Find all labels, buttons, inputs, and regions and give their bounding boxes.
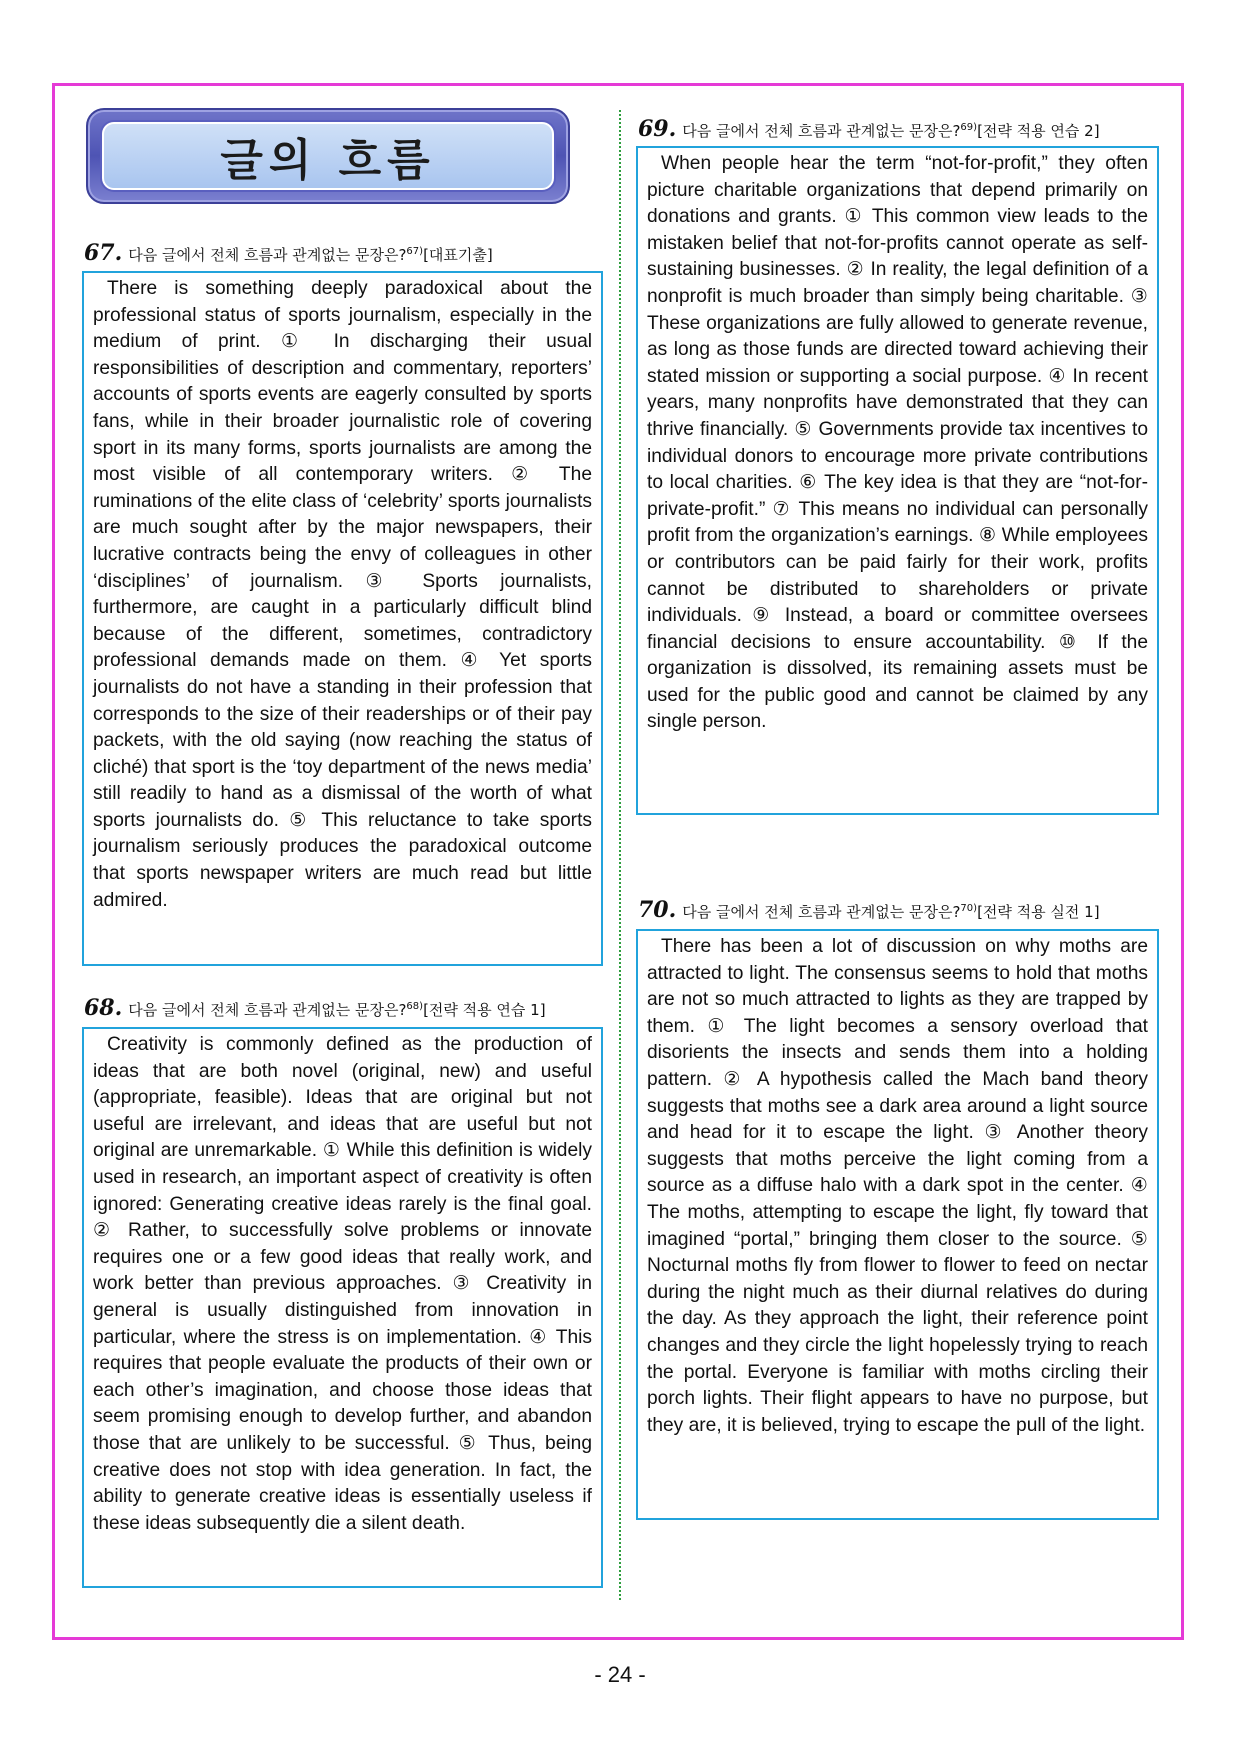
question-tag: [대표기출] <box>423 246 493 264</box>
question-ref: 67) <box>406 246 424 257</box>
question-69-header <box>638 116 1100 142</box>
question-70-passage: There has been a lot of discussion on why moths are attracted to light. The consensus seems to hold that moths are not so much attracted to lights as they are trapped by them. ① The light becomes a sensory overload that disorients the insects and sends them into a holding pattern. ② A hypothesis called the Mach band theory suggests that moths see a dark area around a light source and head for it to escape the light. ③ Another theory suggests that moths perceive the light coming from a source as a diffuse halo with a dark spot in the center. ④ The moths, attempting to escape the light, fly toward that imagined “portal,” bringing them closer to the source. ⑤ Nocturnal moths fly from flower to flower to feed on nectar during the night much as their diurnal relatives do during the day. As they approach the light, their reference point changes and they circle the light hopelessly trying to reach the portal. Everyone is familiar with moths circling their porch lights. Their flight appears to have no purpose, but they are, it is believed, trying to escape the pull of the light. <box>647 936 1148 1436</box>
question-tag: [전략 적용 연습 2] <box>977 122 1100 140</box>
question-70-passage-box <box>636 929 1159 1520</box>
section-title: 글의 흐름 <box>220 135 436 186</box>
question-69-passage: When people hear the term “not-for-profit,” they often picture charitable organizations that depend primarily on donations and grants. ① This common view leads to the mistaken belief that not-for-profits cannot operate as self-sustaining businesses. ② In reality, the legal definition of a nonprofit is much broader than simply being charitable. ③ These organizations are fully allowed to generate revenue, as long as those funds are directed toward achieving their stated mission or supporting a social purpose. ④ In recent years, many nonprofits have demonstrated that they can thrive financially. ⑤ Governments provide tax incentives to individual donors to encourage more private contributions to local charities. ⑥ The key idea is that they are “not-for-private-profit.” ⑦ This means no individual can personally profit from the organization’s earnings. ⑧ While employees or contributors can be paid fairly for their work, profits cannot be distributed to shareholders or private individuals. ⑨ Instead, a board or committee oversees financial decisions to ensure accountability. ⑩ If the organization is dissolved, its remaining assets must be used for the public good and cannot be claimed by any single person. <box>647 153 1148 733</box>
page-number: - 24 - <box>594 1662 646 1687</box>
question-ref: 68) <box>406 1001 424 1012</box>
question-prompt: 다음 글에서 전체 흐름과 관계없는 문장은? <box>128 246 407 264</box>
question-number: 68. <box>84 995 123 1021</box>
question-number: 69. <box>638 116 677 142</box>
question-tag: [전략 적용 실전 1] <box>977 903 1100 921</box>
question-68-header <box>84 995 546 1021</box>
section-title-banner <box>86 108 570 204</box>
question-67-passage-box <box>82 271 603 966</box>
question-prompt: 다음 글에서 전체 흐름과 관계없는 문장은? <box>128 1001 407 1019</box>
question-67-passage: There is something deeply paradoxical about the professional status of sports journalism, especially in the medium of print. ① In discharging their usual responsibilities of description and commentary, reporters’ accounts of sports events are eagerly consulted by sports fans, while in their broader journalistic role of covering sport in its many forms, sports journalists are among the most visible of all contemporary writers. ② The ruminations of the elite class of ‘celebrity’ sports journalists are much sought after by the major newspapers, their lucrative contracts being the envy of colleagues in other ‘disciplines’ of journalism. ③ Sports journalists, furthermore, are caught in a particularly difficult blind because of the different, sometimes, contradictory professional demands made on them. ④ Yet sports journalists do not have a standing in their profession that corresponds to the size of their readerships or of their pay packets, with the old saying (now reaching the status of cliché) that sport is the ‘toy department of the news media’ still readily to hand as a dismissal of the worth of what sports journalists do. ⑤ This reluctance to take sports journalism seriously produces the paradoxical outcome that sports newspaper writers are much read but little admired. <box>93 278 592 911</box>
question-69-passage-box <box>636 146 1159 815</box>
question-68-passage: Creativity is commonly defined as the production of ideas that are both novel (original, new) and useful (appropriate, feasible). Ideas that are original but not useful are irrelevant, and ideas that are useful but not original are unremarkable. ① While this definition is widely used in research, an important aspect of creativity is often ignored: Generating creative ideas rarely is the final goal. ② Rather, to successfully solve problems or innovate requires one or a few good ideas that really work, and work better than previous approaches. ③ Creativity in general is usually distinguished from innovation in particular, where the stress is on implementation. ④ This requires that people evaluate the products of their own or each other’s imagination, and choose those ideas that seem promising enough to develop further, and abandon those that are unlikely to be successful. ⑤ Thus, being creative does not stop with idea generation. In fact, the ability to generate creative ideas is essentially useless if these ideas subsequently die a silent death. <box>93 1034 592 1534</box>
column-divider <box>619 110 621 1600</box>
question-70-header <box>638 897 1100 923</box>
question-prompt: 다음 글에서 전체 흐름과 관계없는 문장은? <box>682 122 961 140</box>
question-ref: 69) <box>960 122 978 133</box>
question-number: 67. <box>84 240 123 266</box>
question-67-header <box>84 240 493 266</box>
question-number: 70. <box>638 897 677 923</box>
question-68-passage-box <box>82 1027 603 1588</box>
question-prompt: 다음 글에서 전체 흐름과 관계없는 문장은? <box>682 903 961 921</box>
section-title-plate <box>102 122 554 190</box>
question-ref: 70) <box>960 903 978 914</box>
question-tag: [전략 적용 연습 1] <box>423 1001 546 1019</box>
